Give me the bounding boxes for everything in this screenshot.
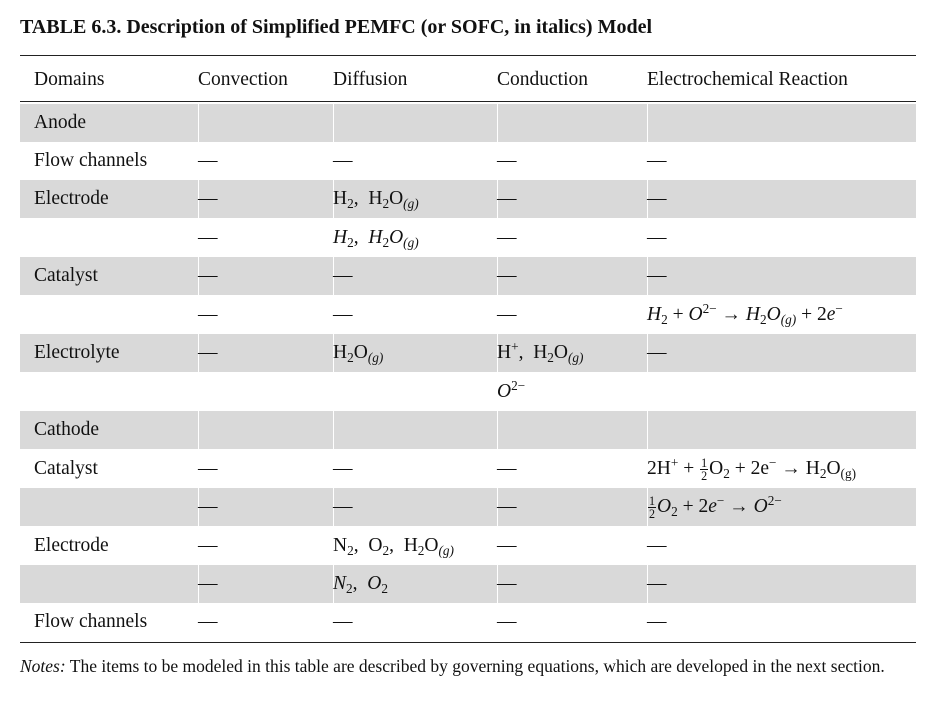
table-row <box>20 142 916 180</box>
convection-cell: — <box>198 304 218 325</box>
header-domains: Domains <box>34 69 105 90</box>
table-row <box>20 603 916 641</box>
fraction-half: $\frac{1}{2}$ <box>649 493 656 522</box>
convection-cell: — <box>198 188 218 209</box>
table-row <box>20 565 916 603</box>
diffusion-cell: — <box>333 304 353 325</box>
conduction-cell: $O^{2-}$ <box>497 377 526 402</box>
diffusion-cell: — <box>333 265 353 286</box>
reaction-cell: — <box>647 150 667 171</box>
reaction-cell: 2H+ + $\frac{1}{2}$ $O_2 + 2e^- \to H_2O_{(g)}$ <box>647 454 856 484</box>
domain-label: Flow channels <box>34 150 148 171</box>
conduction-cell: — <box>497 304 517 325</box>
convection-cell: — <box>198 573 218 594</box>
diffusion-cell: — <box>333 496 353 517</box>
table-row <box>20 527 916 565</box>
domain-label: Catalyst <box>34 265 98 286</box>
conduction-cell: — <box>497 265 517 286</box>
domain-label: Catalyst <box>34 458 98 479</box>
table-row <box>20 411 916 449</box>
table-row <box>20 488 916 526</box>
convection-cell: — <box>198 458 218 479</box>
section-anode: Anode <box>34 112 86 133</box>
conduction-cell: — <box>497 611 517 632</box>
conduction-cell: — <box>497 458 517 479</box>
table-row <box>20 373 916 411</box>
reaction-cell: — <box>647 227 667 248</box>
reaction-cell: — <box>647 342 667 363</box>
notes-label: Notes: <box>20 656 66 676</box>
convection-cell: — <box>198 342 218 363</box>
header-electrochemical-reaction: Electrochemical Reaction <box>647 69 848 90</box>
conduction-cell: — <box>497 535 517 556</box>
header-diffusion: Diffusion <box>333 69 408 90</box>
table-row <box>20 219 916 257</box>
fraction-half: $\frac{1}{2}$ <box>701 455 708 484</box>
reaction-cell: — <box>647 535 667 556</box>
convection-cell: — <box>198 227 218 248</box>
reaction-cell: $H_2 + O^{2-} \to H_2O_{(g)} + 2e^-$ <box>647 300 843 328</box>
convection-cell: — <box>198 150 218 171</box>
table-row <box>20 334 916 372</box>
diffusion-cell: $H_2$, $H_2O_{(g)}$ <box>333 188 419 212</box>
reaction-cell: — <box>647 265 667 286</box>
convection-cell: — <box>198 611 218 632</box>
conduction-cell: — <box>497 188 517 209</box>
table-caption: TABLE 6.3. Description of Simplified PEMFC (or SOFC, in italics) Model <box>20 16 653 38</box>
table-row <box>20 104 916 142</box>
convection-cell: — <box>198 265 218 286</box>
conduction-cell: H+, $H_2O_{(g)}$ <box>497 338 584 366</box>
reaction-cell: — <box>647 611 667 632</box>
diffusion-cell: $H_2$, $H_2O_{(g)}$ <box>333 227 419 251</box>
diffusion-cell: $N_2$, $O_2$ <box>333 573 388 597</box>
reaction-cell: $\frac{1}{2}$ $O_2 + 2e^- \to O^{2-}$ <box>649 492 782 522</box>
bottom-rule <box>20 642 916 643</box>
table-header <box>20 62 916 100</box>
diffusion-cell: — <box>333 611 353 632</box>
header-convection: Convection <box>198 69 288 90</box>
header-conduction: Conduction <box>497 69 588 90</box>
diffusion-cell: $N_2$, $O_2$, $H_2O_{(g)}$ <box>333 535 454 559</box>
diffusion-cell: $H_2O_{(g)}$ <box>333 342 384 366</box>
header-rule <box>20 101 916 102</box>
conduction-cell: — <box>497 496 517 517</box>
reaction-cell: — <box>647 188 667 209</box>
domain-label: Electrode <box>34 535 109 556</box>
reaction-cell: — <box>647 573 667 594</box>
table-row <box>20 296 916 334</box>
convection-cell: — <box>198 496 218 517</box>
table-notes <box>20 654 916 678</box>
domain-label: Flow channels <box>34 611 148 632</box>
conduction-cell: — <box>497 150 517 171</box>
domain-label: Electrolyte <box>34 342 120 363</box>
table-row <box>20 180 916 218</box>
notes-text: The items to be modeled in this table are described by governing equations, which are developed in the next section. <box>65 656 885 676</box>
top-rule <box>20 55 916 56</box>
section-cathode: Cathode <box>34 419 99 440</box>
conduction-cell: — <box>497 573 517 594</box>
domain-label: Electrode <box>34 188 109 209</box>
table-row <box>20 257 916 295</box>
diffusion-cell: — <box>333 150 353 171</box>
conduction-cell: — <box>497 227 517 248</box>
table-row <box>20 450 916 488</box>
diffusion-cell: — <box>333 458 353 479</box>
convection-cell: — <box>198 535 218 556</box>
